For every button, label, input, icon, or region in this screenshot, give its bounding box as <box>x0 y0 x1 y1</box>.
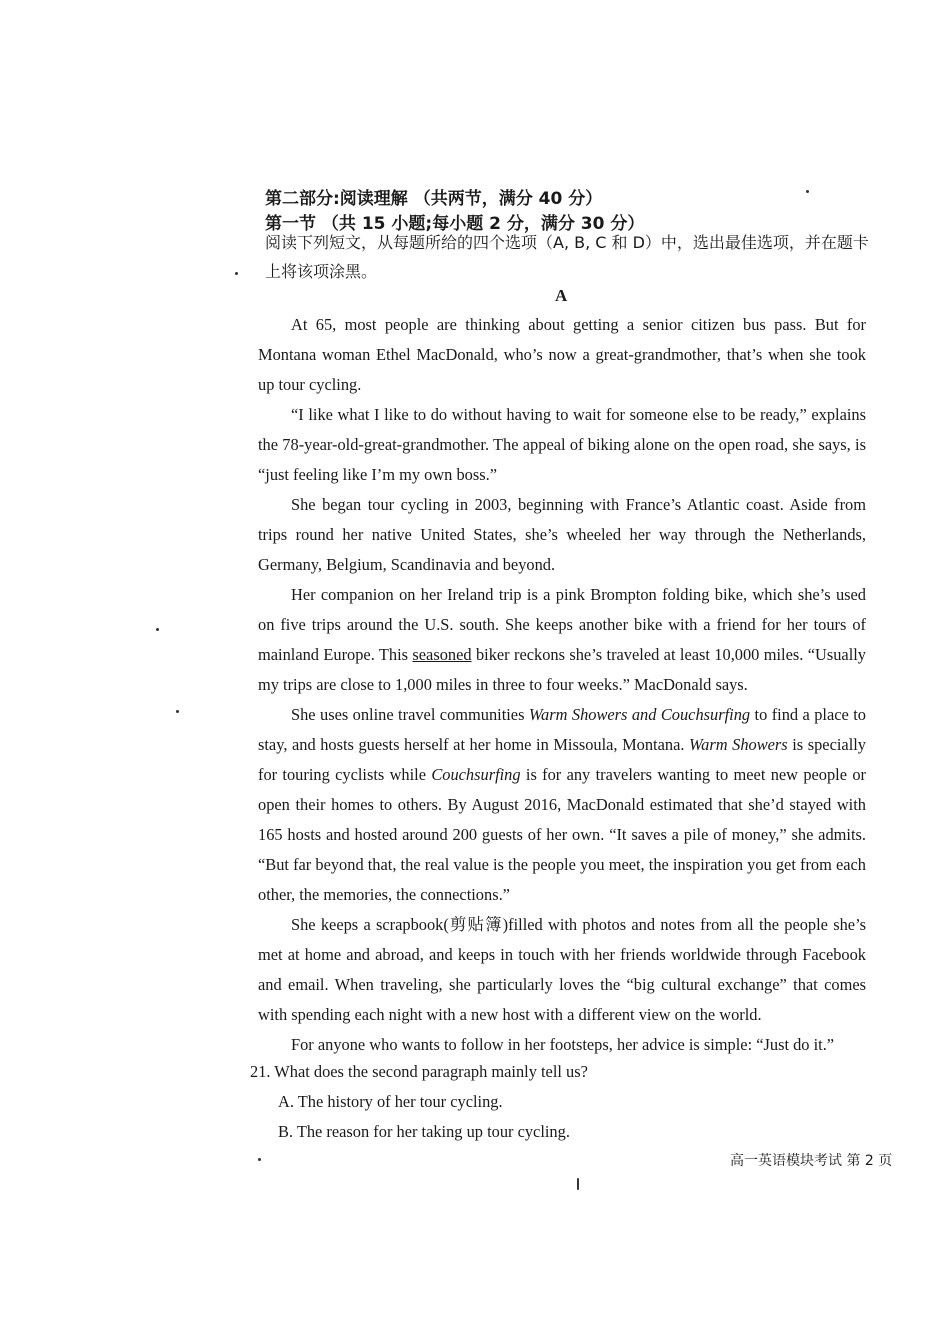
page-footer: 高一英语模块考试 第 2 页 <box>730 1153 893 1169</box>
paragraph-2: “I like what I like to do without having to wait for someone else to be ready,” explains the 78-year-old-great-grandmother. The appeal of biking alone on the open road, she says, is “just feeling like I’m my own boss.” <box>258 405 866 484</box>
paragraph-5 <box>258 700 866 910</box>
passage-label: A <box>555 286 568 305</box>
part-title: 第二部分:阅读理解 （共两节，满分 40 分） <box>265 189 603 209</box>
site-names: Warm Showers and Couchsurfing <box>528 705 751 724</box>
scan-speck <box>806 190 809 193</box>
paragraph-6: She keeps a scrapbook(剪贴簿)filled with photos and notes from all the people she’s met at home and abroad, and keeps in touch with her friends worldwide through Facebook and email. When traveling, she particularly loves the “big cultural exchange” that comes with spending each night with a new host with a different view on the world. <box>258 915 866 1024</box>
scan-speck <box>258 1158 261 1161</box>
paragraph-4 <box>258 580 866 700</box>
option-a: A. The history of her tour cycling. <box>278 1092 503 1111</box>
paragraph-4-text-a: Her companion on her Ireland trip is a pink Brompton folding bike, which she’s used on five trips around the U.S. south. She keeps another bike with a friend for her tours of mainland Europe. This <box>258 585 866 664</box>
underlined-word: seasoned <box>412 645 472 664</box>
scan-speck <box>235 272 238 275</box>
paragraph-5-text-a: She uses online travel communities <box>291 705 529 724</box>
option-b: B. The reason for her taking up tour cycling. <box>278 1122 570 1141</box>
site-couchsurfing: Couchsurfing <box>431 765 521 784</box>
paragraph-3: She began tour cycling in 2003, beginning with France’s Atlantic coast. Aside from trips round her native United States, she’s wheeled her way through the Netherlands, Germany, Belgium, Scandinavia and beyond. <box>258 495 866 574</box>
scan-speck <box>156 628 159 631</box>
site-warm-showers: Warm Showers <box>689 735 788 754</box>
paragraph-5-text-d: is for any travelers wanting to meet new people or open their homes to others. By August 2016, MacDonald estimated that she’d stayed with 165 hosts and hosted around 200 guests of her own. “It saves a pile of money,” she admits. “But far beyond that, the real value is the people you meet, the inspiration you get from each other, the memories, the connections.” <box>258 765 866 904</box>
paragraph-1: At 65, most people are thinking about getting a senior citizen bus pass. But for Montana woman Ethel MacDonald, who’s now a great-grandmother, that’s when she took up tour cycling. <box>258 315 866 394</box>
paragraph-5-text-b: to find a place to stay, and hosts guests herself at her home in Missoula, Montana. <box>258 705 866 754</box>
paragraph-4-text-b: biker reckons she’s traveled at least 10,000 miles. “Usually my trips are close to 1,000 miles in three to four weeks.” MacDonald says. <box>258 645 866 694</box>
question-stem: 21. What does the second paragraph mainly tell us? <box>250 1062 588 1081</box>
scan-mark <box>577 1178 579 1190</box>
question-21 <box>250 1057 865 1147</box>
instructions: 阅读下列短文，从每题所给的四个选项（A, B, C 和 D）中，选出最佳选项，并在题卡上将该项涂黑。 <box>265 233 869 281</box>
passage-body <box>258 310 866 1060</box>
section-subtitle: 第一节 （共 15 小题;每小题 2 分，满分 30 分） <box>265 214 645 234</box>
paragraph-7: For anyone who wants to follow in her footsteps, her advice is simple: “Just do it.” <box>291 1035 835 1054</box>
paragraph-5-text-c: is specially for touring cyclists while <box>258 735 866 784</box>
scan-speck <box>176 710 179 713</box>
